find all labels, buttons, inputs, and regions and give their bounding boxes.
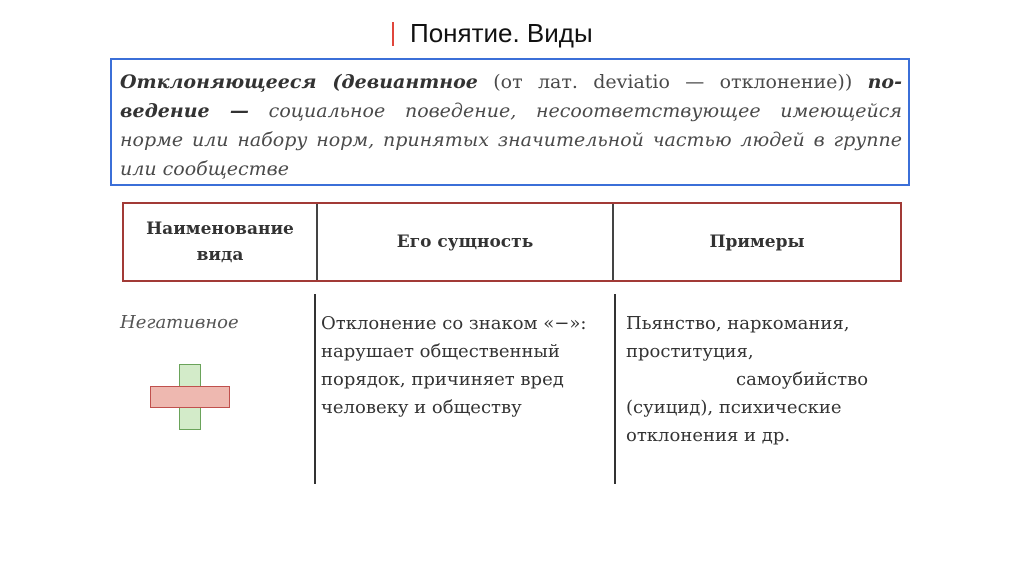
definition-text: социальное поведение, несоответствующее имеющейся норме или набору норм, принятых значительной частью людей в группе или сообществе: [120, 100, 902, 180]
definition-latin: (от лат. deviatio — отклонение)): [477, 71, 868, 93]
definition-term-end: поведение —: [120, 71, 902, 122]
header-essence: Его сущность: [318, 204, 614, 280]
cross-icon: [150, 364, 230, 430]
essence-cell: Отклонение со знаком «−»: нарушает общественный порядок, причиняет вред человеку и обществу: [321, 313, 587, 418]
definition-box: [110, 58, 910, 186]
header-examples: Примеры: [709, 232, 805, 252]
definition-term: Отклоняющееся (девиантное: [120, 71, 478, 93]
column-divider-right: [614, 294, 616, 484]
cross-horizontal-bar: [150, 386, 230, 408]
title-accent-bar: [392, 22, 394, 46]
examples-line-2: самоубийство: [736, 369, 869, 390]
examples-line-1: Пьянство, наркомания, проституция,: [626, 313, 850, 362]
slide-title: Понятие. Виды: [410, 18, 593, 48]
examples-cell: [626, 310, 906, 450]
type-name-negative: Негативное: [120, 312, 239, 333]
examples-line-3: (суицид), психические отклонения и др.: [626, 397, 842, 446]
table-header: [122, 202, 902, 282]
column-divider-left: [314, 294, 316, 484]
header-type-name: Наименование вида: [124, 204, 318, 280]
